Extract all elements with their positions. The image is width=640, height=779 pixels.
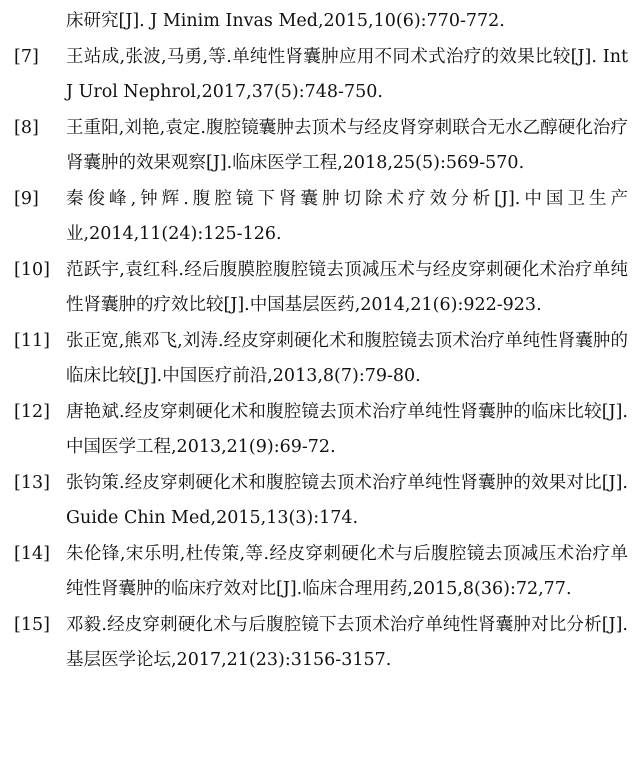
reference-text: 邓毅.经皮穿刺硬化术与后腹腔镜下去顶术治疗单纯性肾囊肿对比分析[J].基层医学论坛,2017,21(23):3156-3157.	[66, 614, 628, 670]
reference-text: 秦俊峰,钟辉.腹腔镜下肾囊肿切除术疗效分析[J].中国卫生产业,2014,11(24):125-126.	[66, 188, 628, 244]
reference-text: 床研究[J]. J Minim Invas Med,2015,10(6):770-772.	[66, 11, 505, 31]
reference-text: 范跃宇,袁红科.经后腹膜腔腹腔镜去顶减压术与经皮穿刺硬化术治疗单纯性肾囊肿的疗效比较[J].中国基层医药,2014,21(6):922-923.	[66, 259, 628, 315]
reference-entry	[14, 537, 628, 608]
reference-entry	[14, 466, 628, 537]
reference-number: [13]	[14, 472, 50, 493]
reference-number: [8]	[14, 117, 39, 138]
reference-entry	[14, 40, 628, 111]
reference-number: [15]	[14, 614, 50, 635]
reference-text: 王站成,张波,马勇,等.单纯性肾囊肿应用不同术式治疗的效果比较[J]. Int J Urol Nephrol,2017,37(5):748-750.	[66, 46, 628, 102]
reference-text: 王重阳,刘艳,袁定.腹腔镜囊肿去顶术与经皮肾穿刺联合无水乙醇硬化治疗肾囊肿的效果观察[J].临床医学工程,2018,25(5):569-570.	[66, 117, 628, 173]
reference-entry	[14, 395, 628, 466]
reference-entry	[14, 253, 628, 324]
reference-number: [7]	[14, 46, 39, 67]
reference-entry	[14, 182, 628, 253]
reference-number: [9]	[14, 188, 39, 209]
reference-number: [11]	[14, 330, 50, 351]
reference-entry	[14, 608, 628, 679]
reference-number: [12]	[14, 401, 50, 422]
reference-entry	[14, 111, 628, 182]
reference-entry	[14, 324, 628, 395]
reference-number: [14]	[14, 543, 50, 564]
reference-text: 张正宽,熊邓飞,刘涛.经皮穿刺硬化术和腹腔镜去顶术治疗单纯性肾囊肿的临床比较[J].中国医疗前沿,2013,8(7):79-80.	[66, 330, 628, 386]
reference-text: 唐艳斌.经皮穿刺硬化术和腹腔镜去顶术治疗单纯性肾囊肿的临床比较[J].中国医学工程,2013,21(9):69-72.	[66, 401, 628, 457]
reference-text: 张钧策.经皮穿刺硬化术和腹腔镜去顶术治疗单纯性肾囊肿的效果对比[J]. Guide Chin Med,2015,13(3):174.	[66, 472, 628, 528]
reference-number: [10]	[14, 259, 50, 280]
reference-text: 朱伦锋,宋乐明,杜传策,等.经皮穿刺硬化术与后腹腔镜去顶减压术治疗单纯性肾囊肿的临床疗效对比[J].临床合理用药,2015,8(36):72,77.	[66, 543, 628, 599]
reference-entry	[14, 4, 628, 40]
